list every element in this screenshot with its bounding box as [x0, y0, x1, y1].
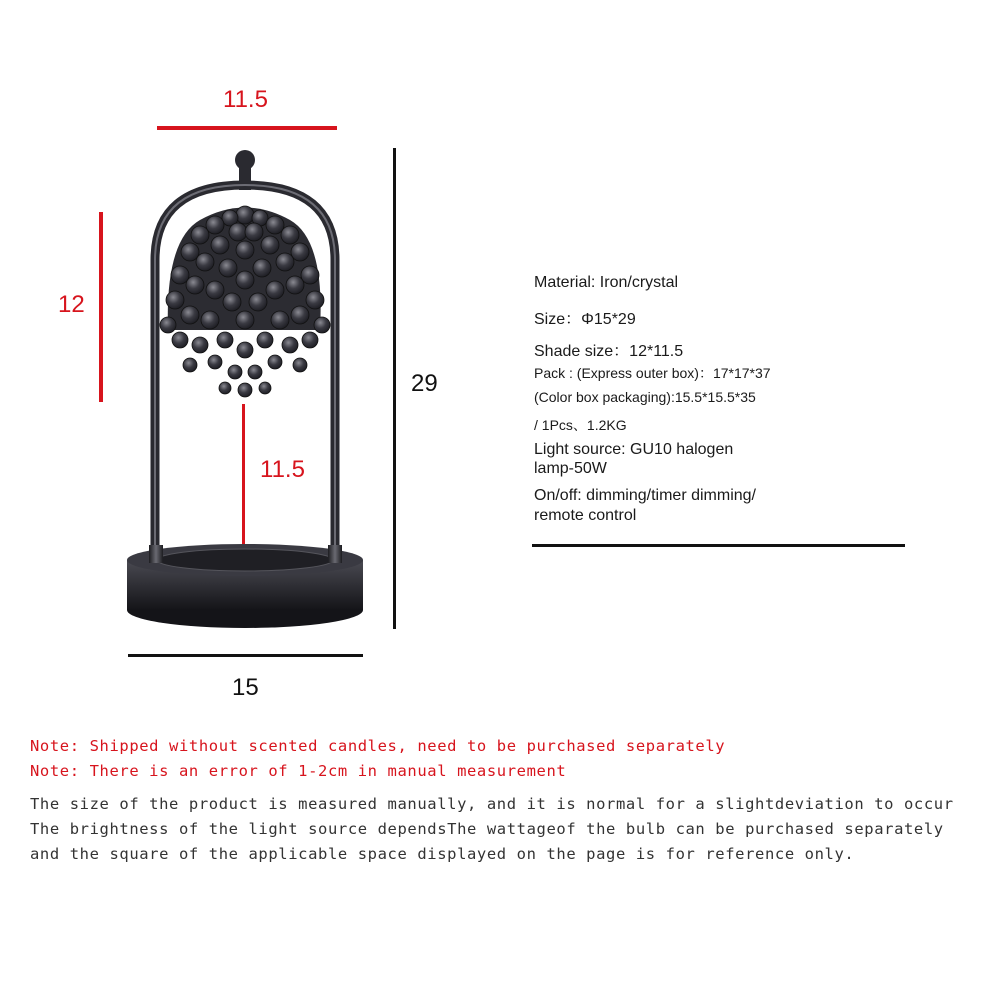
total-height-label: 29 — [411, 370, 438, 397]
shade-height-label: 12 — [58, 291, 85, 318]
info-manual-measure: The size of the product is measured manually, and it is normal for a slightdeviation to occur — [30, 795, 954, 813]
spec-size: Size：Φ15*29 — [534, 311, 636, 328]
spec-divider — [532, 544, 905, 547]
spec-onoff-line2: remote control — [534, 507, 637, 524]
total-height-line — [393, 148, 396, 629]
spec-pack-line1: Pack : (Express outer box)：17*17*37 — [534, 365, 771, 381]
shade-height-line — [99, 212, 103, 402]
spec-pack-line3: / 1Pcs、1.2KG — [534, 417, 627, 433]
note-measurement-error: Note: There is an error of 1-2cm in manual measurement — [30, 762, 567, 780]
spec-shade-size: Shade size：12*11.5 — [534, 343, 684, 360]
inner-height-label: 11.5 — [260, 456, 305, 483]
info-reference: and the square of the applicable space displayed on the page is for reference only. — [30, 845, 855, 863]
base-width-label: 15 — [232, 674, 259, 701]
lamp-product-image — [120, 140, 380, 640]
spec-onoff-line1: On/off: dimming/timer dimming/ — [534, 487, 756, 504]
base-width-line — [128, 654, 363, 657]
info-brightness: The brightness of the light source dependsThe wattageof the bulb can be purchased separately — [30, 820, 944, 838]
note-candles: Note: Shipped without scented candles, need to be purchased separately — [30, 737, 726, 755]
spec-light-source-line1: Light source: GU10 halogen — [534, 441, 734, 458]
spec-material: Material: Iron/crystal — [534, 274, 679, 291]
top-width-label: 11.5 — [223, 86, 268, 113]
spec-light-source-line2: lamp-50W — [534, 460, 607, 477]
top-width-line — [157, 126, 337, 130]
spec-pack-line2: (Color box packaging):15.5*15.5*35 — [534, 389, 756, 405]
